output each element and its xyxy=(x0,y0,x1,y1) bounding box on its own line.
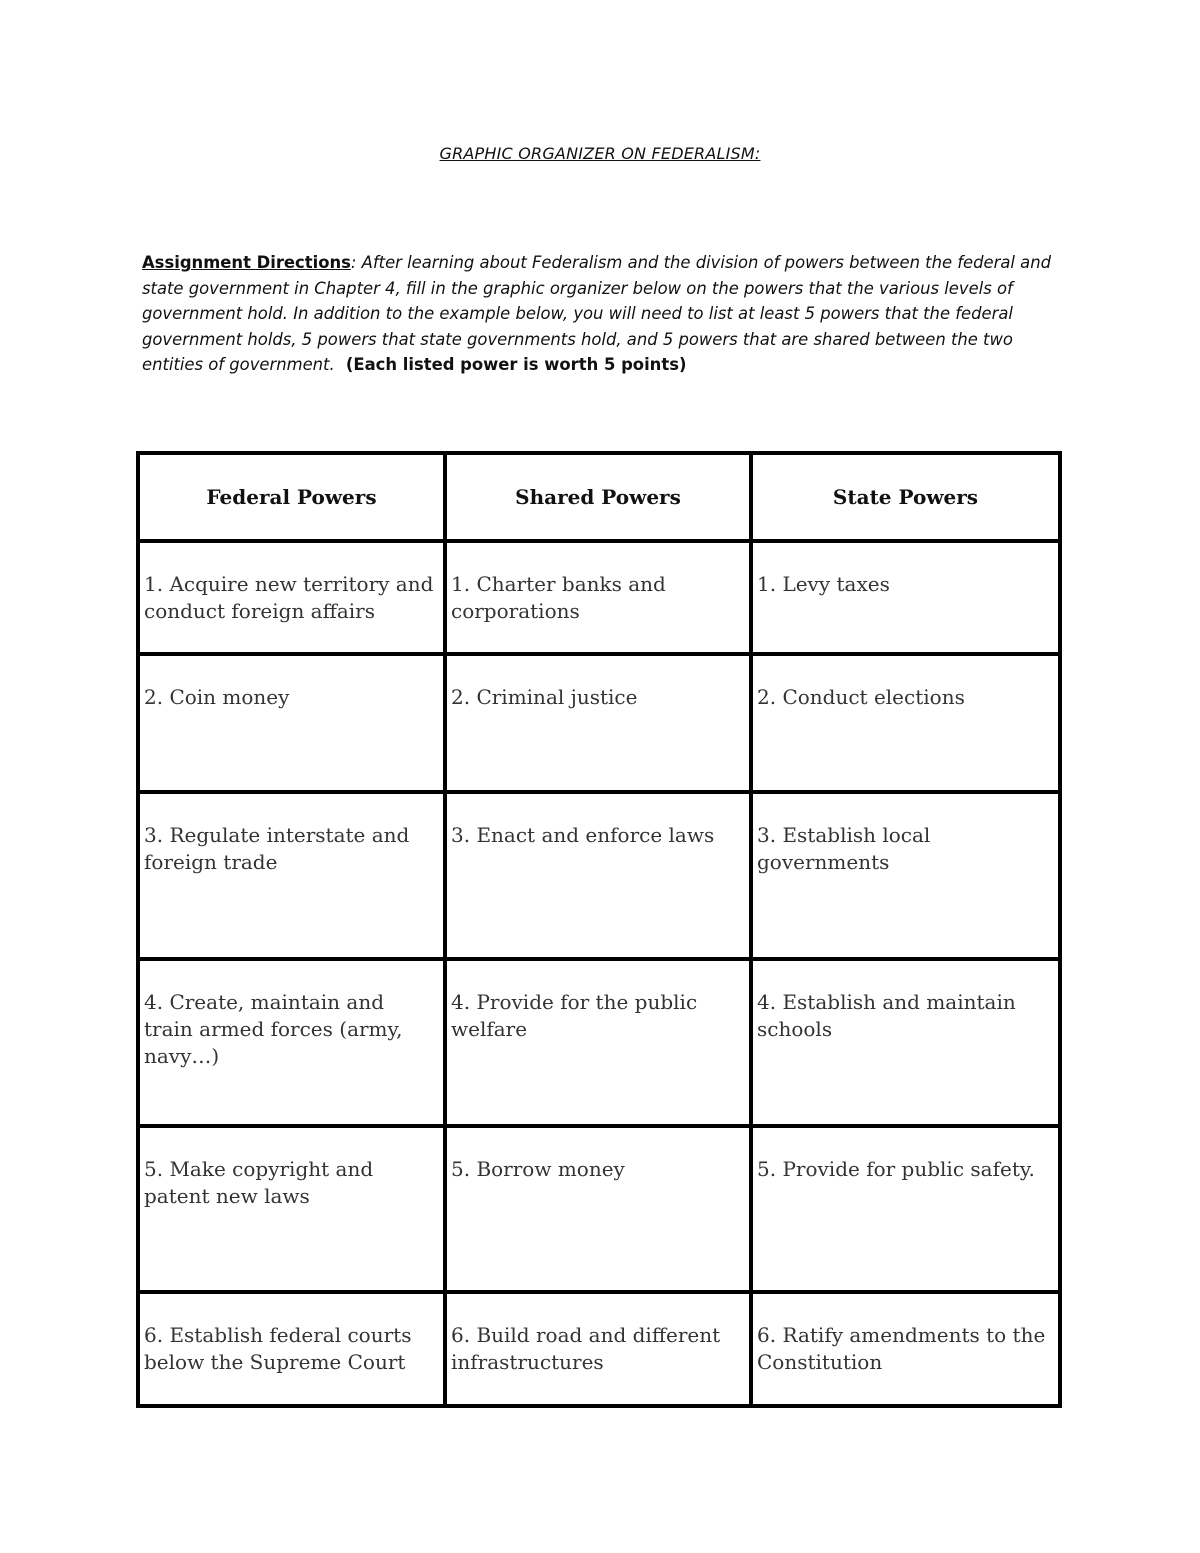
table-row xyxy=(138,1126,1060,1292)
shared-power-cell: 4. Provide for the public welfare xyxy=(445,959,751,1126)
federal-power-cell: 6. Establish federal courts below the Supreme Court xyxy=(138,1292,445,1406)
shared-power-cell: 2. Criminal justice xyxy=(445,654,751,792)
federal-power-cell: 5. Make copyright and patent new laws xyxy=(138,1126,445,1292)
header-state-powers: State Powers xyxy=(751,453,1060,541)
table-row xyxy=(138,792,1060,959)
state-power-cell: 3. Establish local governments xyxy=(751,792,1060,959)
directions-text: After learning about Federalism and the division of powers between the federal and state government in Chapter 4, fill in the graphic organizer below on the powers that the various levels of government hold. In addition to the example below, you will need to list at least 5 powers that the federal government holds, 5 powers that state governments hold, and 5 powers that are shared between the two entities of government. xyxy=(142,253,1051,374)
state-power-cell: 2. Conduct elections xyxy=(751,654,1060,792)
directions-colon: : xyxy=(350,253,357,272)
shared-power-cell: 5. Borrow money xyxy=(445,1126,751,1292)
header-shared-powers: Shared Powers xyxy=(445,453,751,541)
shared-power-cell: 6. Build road and different infrastructures xyxy=(445,1292,751,1406)
page-title: GRAPHIC ORGANIZER ON FEDERALISM: xyxy=(439,144,761,163)
assignment-directions xyxy=(142,250,1062,378)
header-federal-powers: Federal Powers xyxy=(138,453,445,541)
points-note: (Each listed power is worth 5 points) xyxy=(345,355,687,374)
federal-power-cell: 2. Coin money xyxy=(138,654,445,792)
state-power-cell: 1. Levy taxes xyxy=(751,541,1060,654)
state-power-cell: 4. Establish and maintain schools xyxy=(751,959,1060,1126)
table-row xyxy=(138,959,1060,1126)
federal-power-cell: 3. Regulate interstate and foreign trade xyxy=(138,792,445,959)
powers-table xyxy=(136,451,1062,1408)
table-header-row xyxy=(138,453,1060,541)
table-row xyxy=(138,1292,1060,1406)
table-row xyxy=(138,654,1060,792)
table-row xyxy=(138,541,1060,654)
state-power-cell: 5. Provide for public safety. xyxy=(751,1126,1060,1292)
shared-power-cell: 1. Charter banks and corporations xyxy=(445,541,751,654)
directions-label: Assignment Directions xyxy=(142,253,351,272)
shared-power-cell: 3. Enact and enforce laws xyxy=(445,792,751,959)
federal-power-cell: 4. Create, maintain and train armed forces (army, navy…) xyxy=(138,959,445,1126)
federal-power-cell: 1. Acquire new territory and conduct foreign affairs xyxy=(138,541,445,654)
state-power-cell: 6. Ratify amendments to the Constitution xyxy=(751,1292,1060,1406)
